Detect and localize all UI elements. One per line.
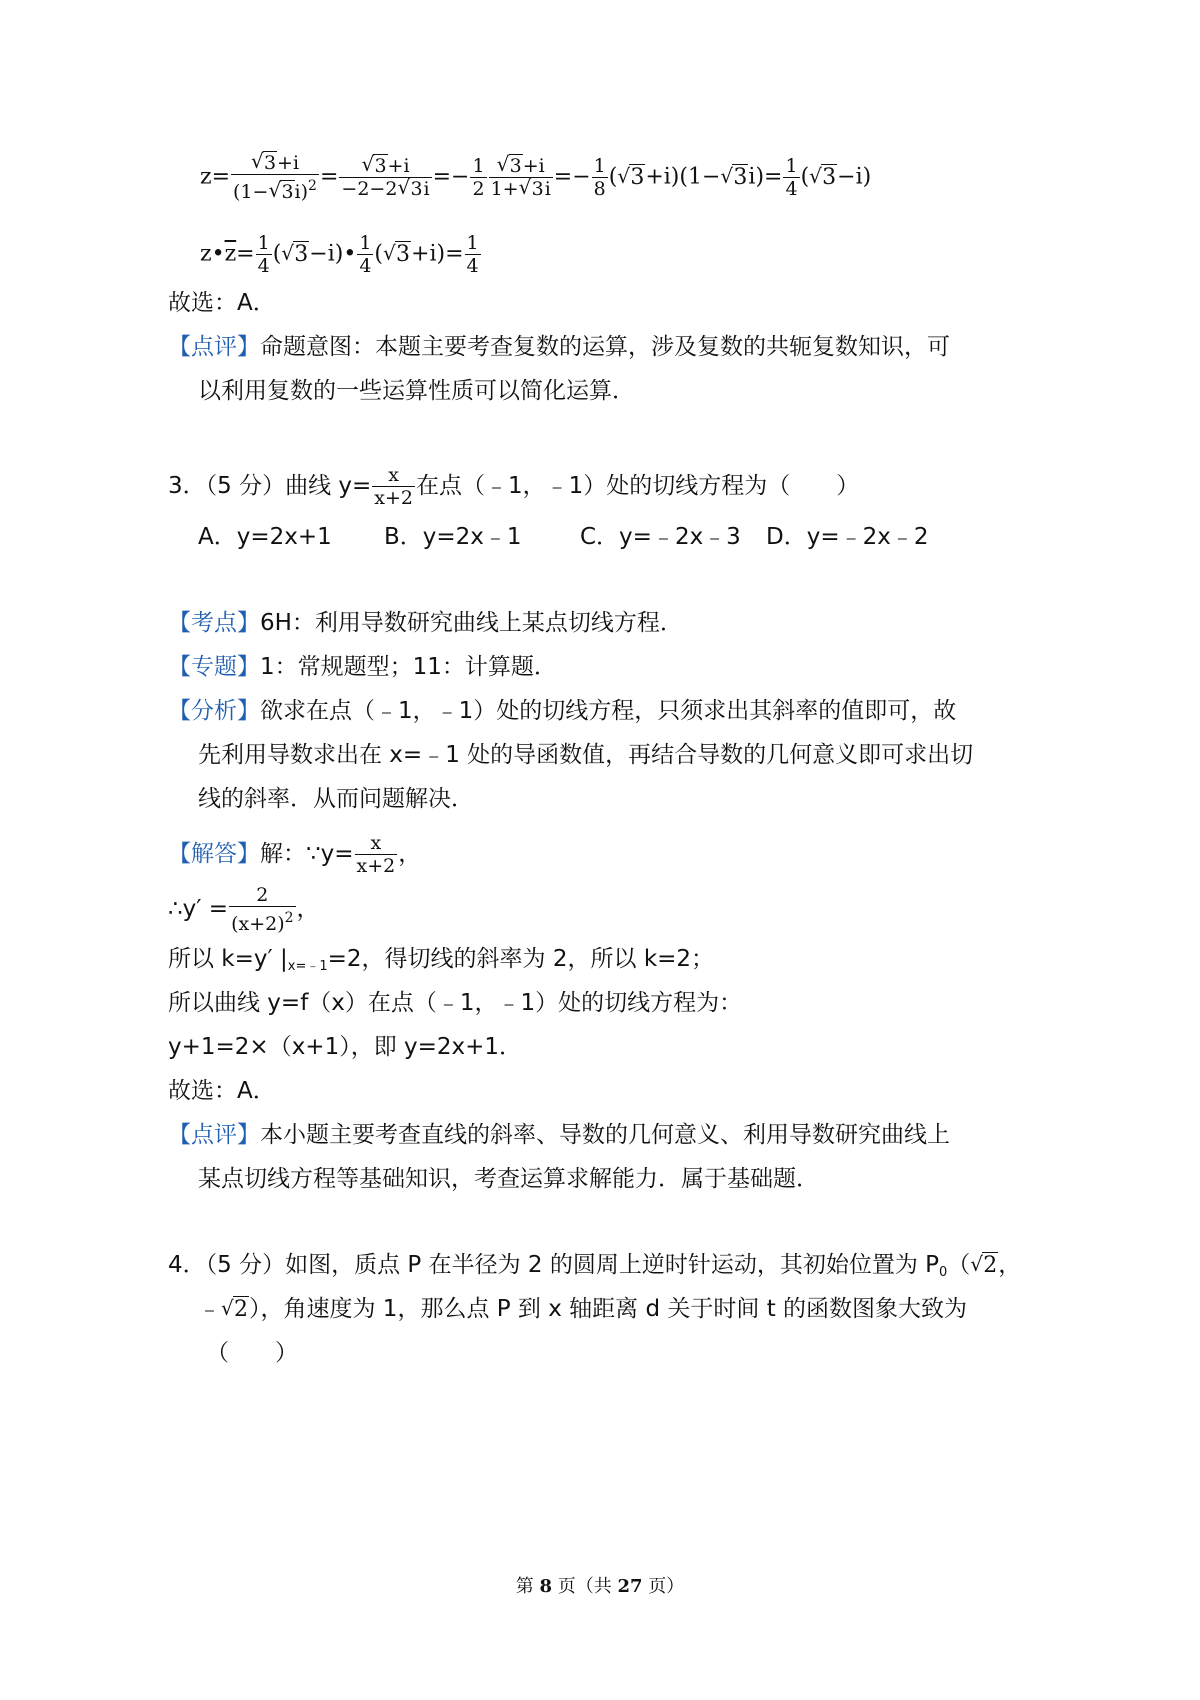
result-line: y+1=2×（x+1），即 y=2x+1．	[168, 1034, 523, 1060]
pingjia-line-1	[168, 1120, 950, 1150]
q3-stem-end: 在点（﹣1，﹣1）处的切线方程为（ ）	[416, 473, 860, 499]
q3-frac-den: x+2	[374, 487, 414, 509]
q3-option-b: B．y=2x﹣1	[384, 524, 522, 550]
q3-frac-num: x	[388, 464, 399, 486]
q3-option-d: D．y=﹣2x﹣2	[766, 524, 929, 550]
fenxi-line-3: 线的斜率．从而问题解决．	[198, 786, 474, 812]
q3-option-c: C．y=﹣2x﹣3	[580, 524, 741, 550]
equation-line-1: z= √ $\frac{3+i}{(1- √ 3i)^2}$ = √ $\frac{3+i}{-2-2 √ 3i}$ =− $\frac{1}{2}$ √ $\frac{3+i}{1+ √ 3i}$ =− $\frac{1}{8}$ ( √ 3+i)(1− √ 3i)= $\frac{1}{4}$ ( √ 3−i)	[200, 152, 871, 203]
derivative-line: ∴y′ = $\frac{2}{(x+2)^2}$ ，	[168, 884, 320, 935]
pingjia-line-2: 某点切线方程等基础知识，考查运算求解能力．属于基础题．	[198, 1166, 819, 1192]
derivative-prefix: ∴y′ =	[168, 896, 229, 922]
q3-stem-start: 3．（5 分）曲线 y=	[168, 473, 372, 499]
fenxi-line-2: 先利用导数求出在 x=﹣1 处的导函数值，再结合导数的几何意义即可求出切	[198, 742, 974, 768]
q2-choice: 故选：A．	[168, 290, 276, 316]
jieda-tag: 【解答】	[168, 841, 260, 867]
curve-line: 所以曲线 y=f（x）在点（﹣1，﹣1）处的切线方程为：	[168, 990, 743, 1016]
q3-stem	[168, 464, 859, 509]
fenxi-line-1	[168, 696, 956, 726]
q3-option-a: A．y=2x+1	[198, 524, 332, 550]
q4-line-3: （ ）	[206, 1340, 298, 1366]
page-number: 8	[539, 1576, 552, 1597]
q3-choice: 故选：A．	[168, 1078, 276, 1104]
zhuanti-text: 1：常规题型；11：计算题．	[260, 654, 557, 680]
pingjia-tag: 【点评】	[168, 1122, 260, 1148]
q4-line-1: 4．（5 分）如图，质点 P 在半径为 2 的圆周上逆时针运动，其初始位置为 $P_0$（ √ 2，	[168, 1250, 1021, 1288]
kaodian-tag: 【考点】	[168, 610, 260, 636]
q2-comment-line-1	[168, 332, 950, 362]
total-pages: 27	[617, 1576, 643, 1597]
pingjia-text: 本小题主要考查直线的斜率、导数的几何意义、利用导数研究曲线上	[260, 1122, 950, 1148]
jieda-fraction: $\frac{x}{x+2}$	[356, 832, 396, 877]
derivative-fraction: $\frac{2}{(x+2)^2}$	[231, 884, 294, 935]
fenxi-tag: 【分析】	[168, 698, 260, 724]
page-footer: 第 8 页（共 27 页）	[515, 1576, 685, 1597]
kaodian-line	[168, 608, 683, 638]
jieda-line: 【解答】解：∵y= $\frac{x}{x+2}$ ，	[168, 832, 422, 877]
zhuanti-line	[168, 652, 557, 682]
q3-fraction	[372, 464, 415, 509]
slope-line: 所以 k=y′ $|_{x=﹣1}=2$，得切线的斜率为 2，所以 k=2；	[168, 946, 715, 974]
fenxi-text: 欲求在点（﹣1，﹣1）处的切线方程，只须求出其斜率的值即可，故	[260, 698, 957, 724]
kaodian-text: 6H：利用导数研究曲线上某点切线方程．	[260, 610, 683, 636]
comment-text: 命题意图：本题主要考查复数的运算，涉及复数的共轭复数知识，可	[260, 334, 950, 360]
equation-line-2: $z•\overline{z}=$ $\frac{1}{4}$ ( √ 3−i)• $\frac{1}{4}$ ( √ 3+i)= $\frac{1}{4}$	[200, 232, 482, 277]
comment-tag: 【点评】	[168, 334, 260, 360]
q4-line-2: ﹣ √ 2），角速度为 1，那么点 P 到 x 轴距离 d 关于时间 t 的函数图象大致为	[198, 1294, 967, 1325]
jieda-text: 解：∵y=	[260, 841, 354, 867]
q2-comment-line-2: 以利用复数的一些运算性质可以简化运算．	[198, 378, 635, 404]
zhuanti-tag: 【专题】	[168, 654, 260, 680]
